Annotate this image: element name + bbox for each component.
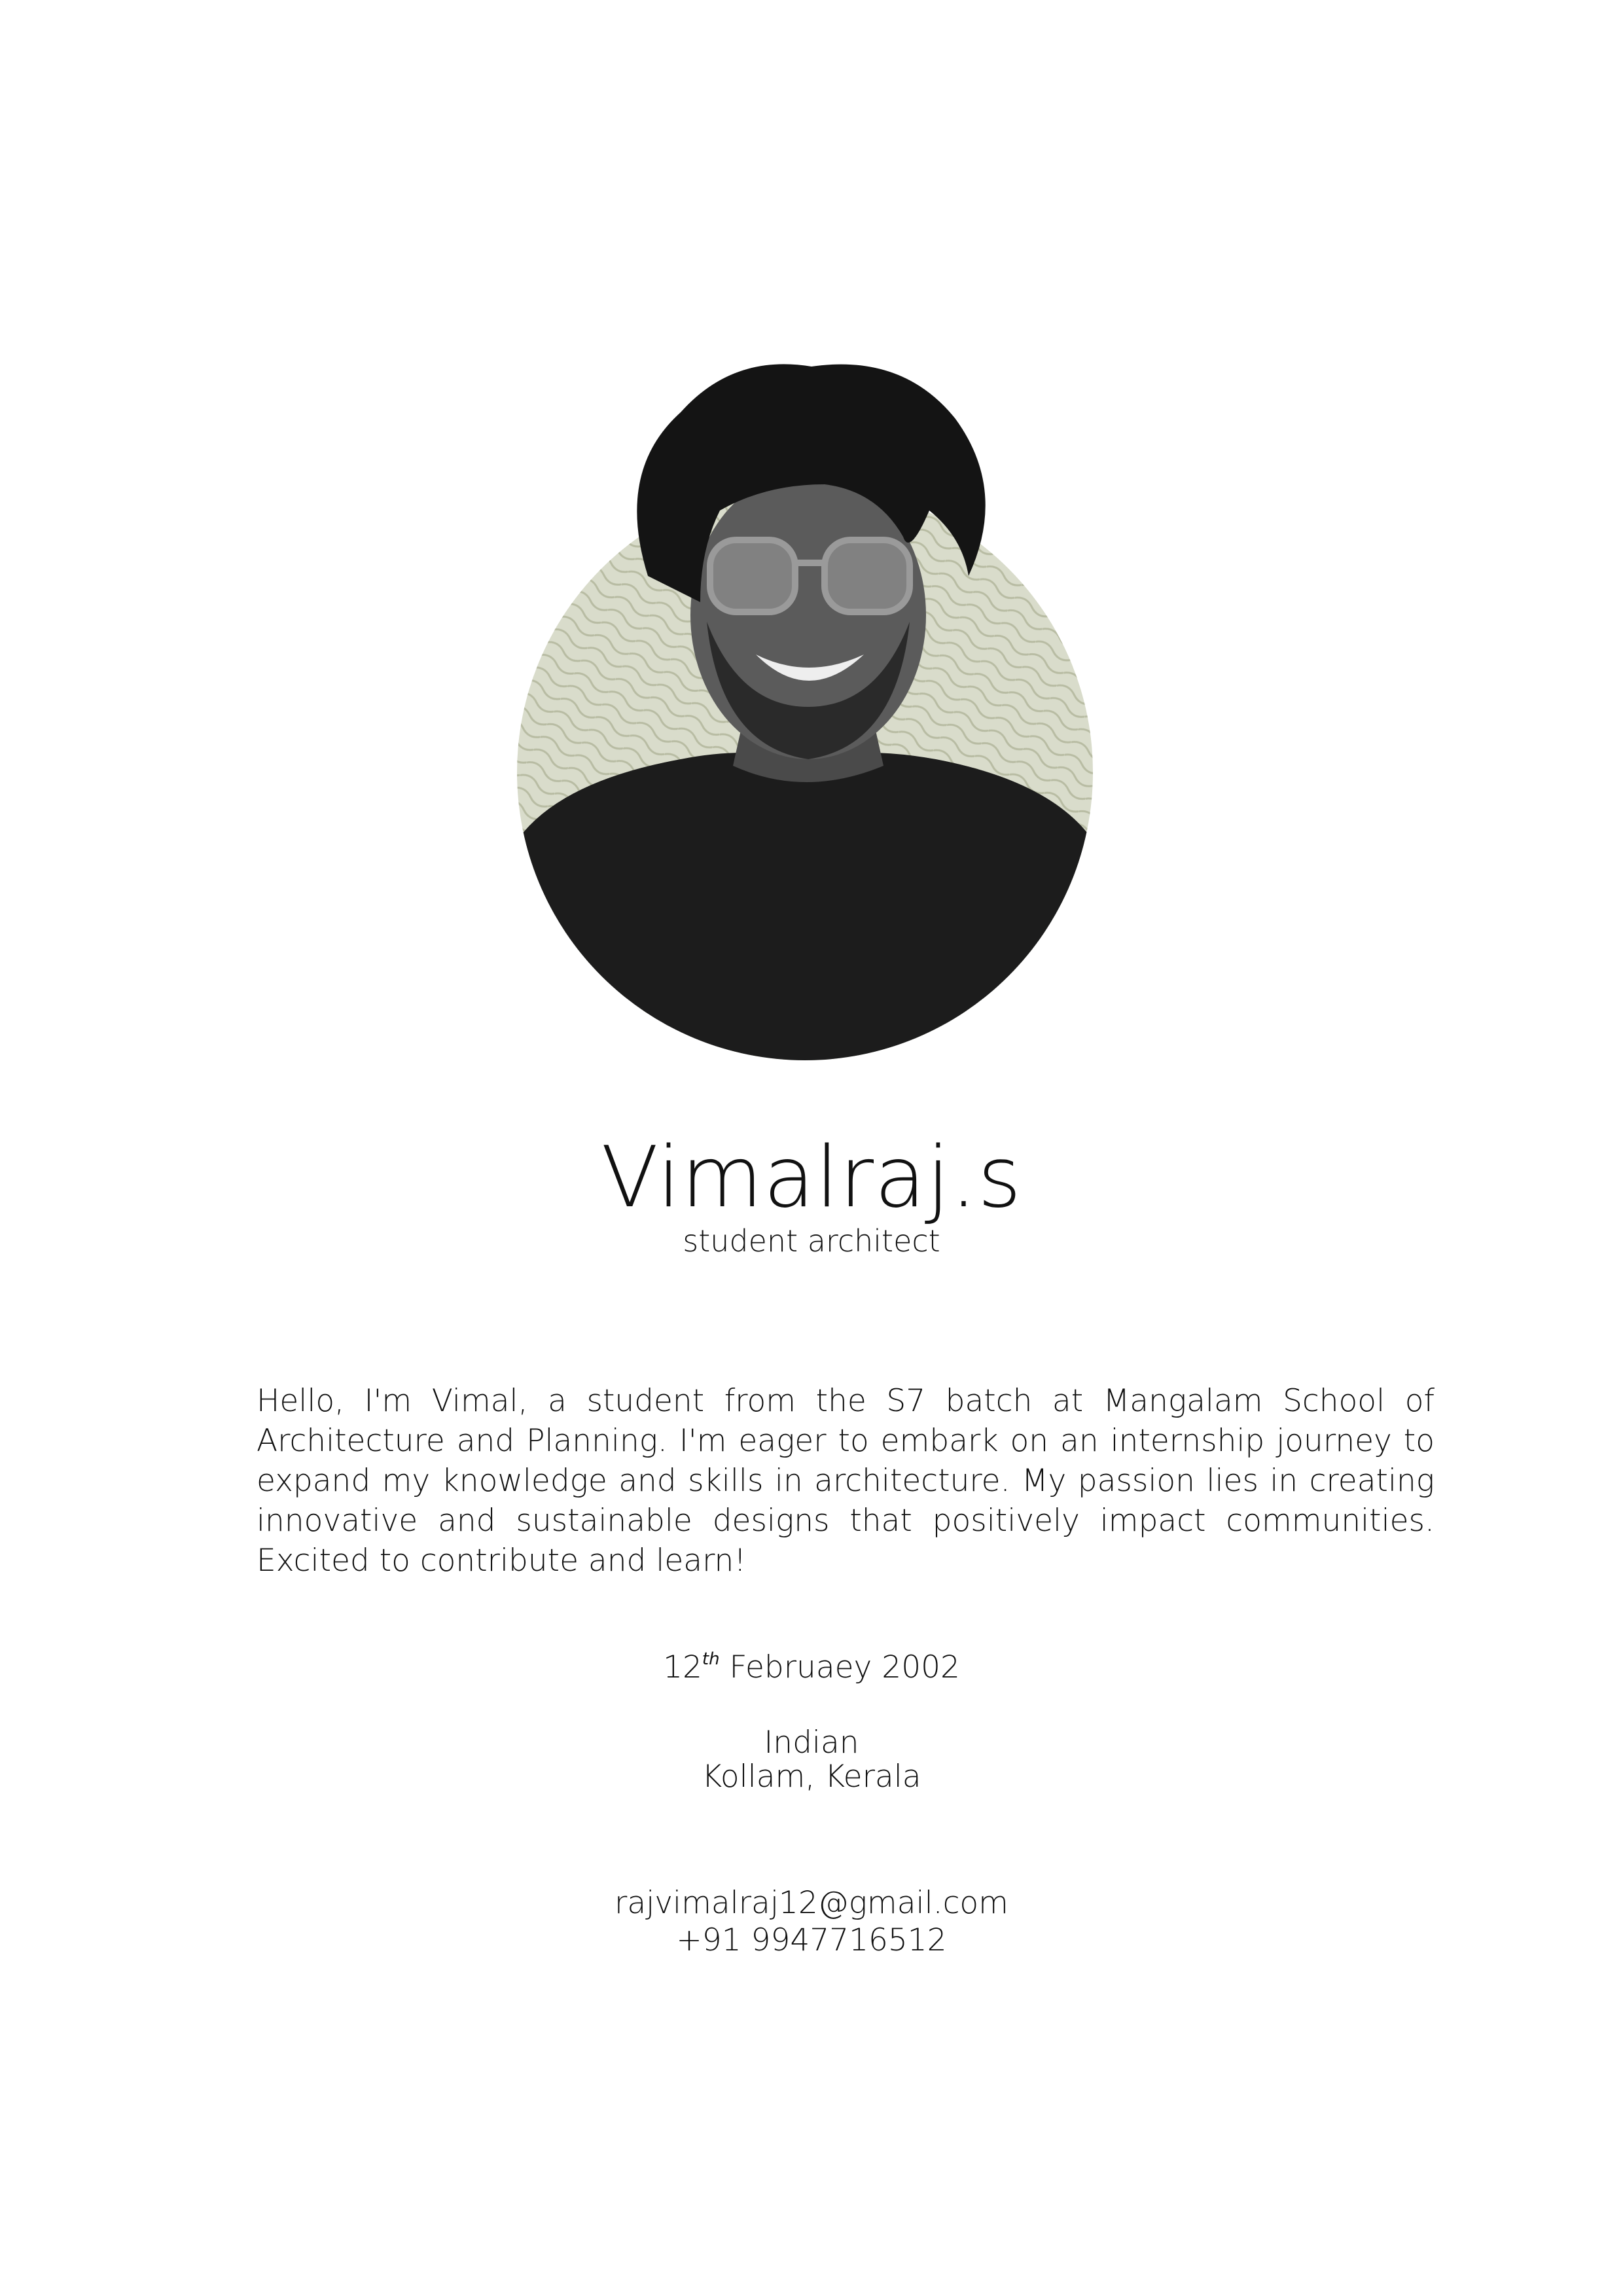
glasses-left-lens [710, 540, 795, 612]
dob-day: 12 [663, 1649, 702, 1685]
shirt-shape [484, 753, 1126, 1060]
nationality: Indian [764, 1725, 859, 1761]
glasses-right-lens [825, 540, 910, 612]
profile-photo [484, 340, 1126, 1060]
phone-number[interactable]: +91 9947716512 [676, 1922, 947, 1958]
dob-rest: Februaey 2002 [719, 1649, 960, 1685]
person-role: student architect [683, 1223, 940, 1259]
email-address[interactable]: rajvimalraj12@gmail.com [615, 1885, 1008, 1921]
date-of-birth [0, 1649, 1623, 1686]
person-name: Vimalraj.s [601, 1129, 1022, 1227]
location: Kollam, Kerala [702, 1759, 921, 1795]
bio-paragraph: Hello, I'm Vimal, a student from the S7 batch at Mangalam School of Architecture and Planning. I'm eager to embark on an internship journey to expand my knowledge and skills in architecture. My passion lies in creating innovative and sustainable designs that positively impact communities. Excited to contribute and learn! [257, 1383, 1435, 1579]
dob-suffix: th [702, 1649, 720, 1669]
